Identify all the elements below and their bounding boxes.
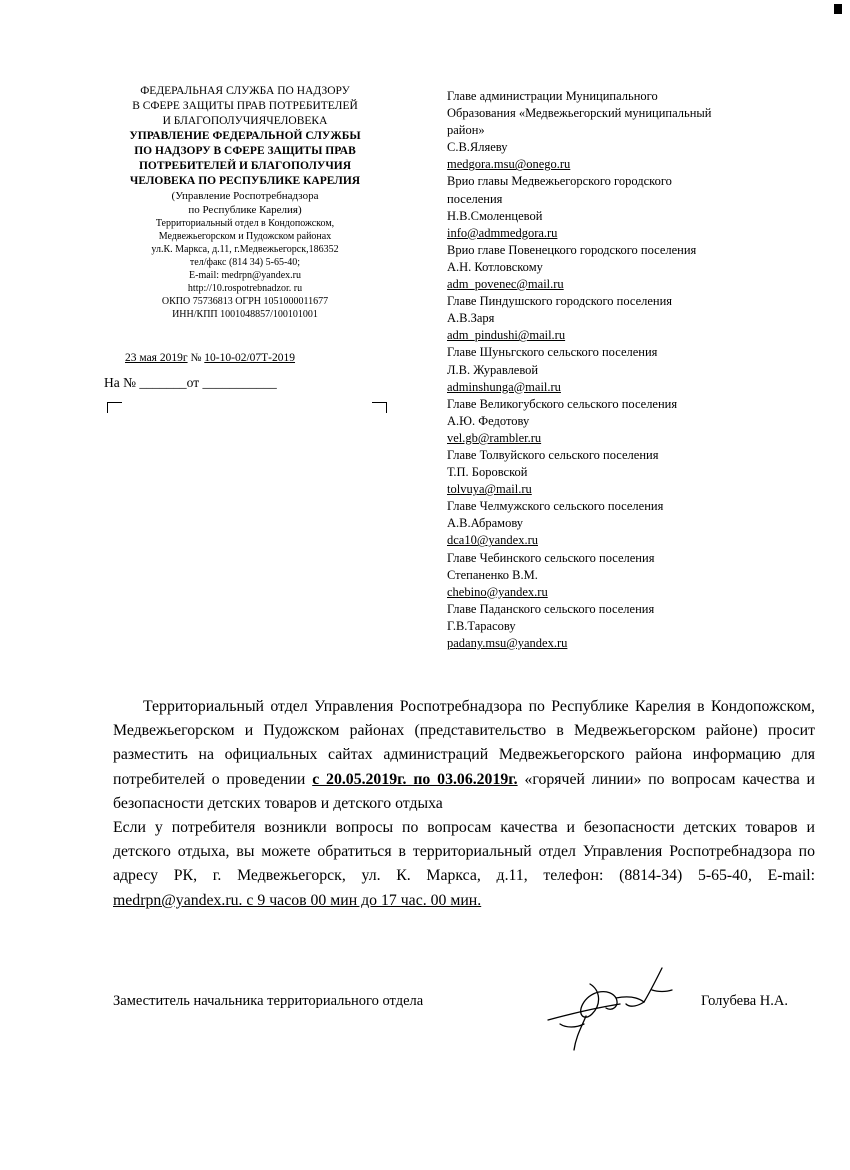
recipient-line: Г.В.Тарасову: [447, 618, 516, 633]
recipient-line: Образования «Медвежьегорский муниципальный: [447, 106, 712, 121]
recipient-email: medgora.msu@onego.ru: [447, 157, 571, 172]
recipient-line: А.В.Абрамову: [447, 516, 524, 531]
number-label: №: [190, 352, 202, 364]
recipient-line: Врио главы Медвежьегорского городского: [447, 174, 672, 189]
handwritten-signature: [540, 962, 680, 1057]
paragraph-request: Территориальный отдел Управления Роспотребнадзора по Республике Карелия в Кондопожском, Медвежьегорском и Пудожском районах (представительство в Медвежьегорском районе) просит разместить на официальных сайтах администраций Медвежьегорского района информацию для потребителей о проведении с 20.05.2019г. по 03.06.2019г. «горячей линии» по вопросам качества и безопасности детских товаров и детского отдыха: [113, 698, 816, 812]
department-short-name: (Управление Роспотребнадзора по Республике Карелия): [171, 190, 319, 216]
scan-mark: [834, 4, 842, 14]
signatory-name: Голубева Н.А.: [701, 993, 788, 1009]
recipient-line: Главе Паданского сельского поселения: [447, 601, 655, 616]
letter-body: [113, 695, 815, 913]
recipient-line: Л.В. Журавлевой: [447, 362, 539, 377]
registration-line: [125, 352, 295, 364]
recipient-line: А.В.Заря: [447, 311, 495, 326]
recipient-email: info@admmedgora.ru: [447, 225, 558, 240]
recipient-email: adm_pindushi@mail.ru: [447, 328, 566, 343]
recipient-line: Степаненко В.М.: [447, 567, 538, 582]
office-details: Территориальный отдел в Кондопожском, Медвежьегорском и Пудожском районах ул.К. Маркса, д.11, г.Медвежьегорск,186352 тел/факс (814 34) 5-65-40; E-mail: medrpn@yandex.ru http://10.rospotrebnadzor. ru ОКПО 75736813 ОГРН 1051000011677 ИНН/КПП 1001048857/100101001: [95, 217, 395, 321]
recipient-line: Н.В.Смоленцевой: [447, 208, 543, 223]
recipient-line: Врио главе Повенецкого городского поселения: [447, 242, 697, 257]
recipient-line: А.Н. Котловскому: [447, 259, 543, 274]
recipient-line: А.Ю. Федотову: [447, 413, 530, 428]
recipients-list: [447, 88, 787, 652]
hotline-dates: с 20.05.2019г. по 03.06.2019г.: [312, 770, 518, 788]
recipient-email: chebino@yandex.ru: [447, 584, 548, 599]
registration-number-suffix: 2019: [272, 352, 296, 364]
address-corner-right: [372, 402, 387, 413]
recipient-email: adm_povenec@mail.ru: [447, 277, 564, 292]
recipient-email: padany.msu@yandex.ru: [447, 636, 568, 650]
recipient-line: Главе Чебинского сельского поселения: [447, 550, 655, 565]
recipient-email: vel.gb@rambler.ru: [447, 430, 542, 445]
registration-number: 10-10-02/07Т-: [204, 352, 273, 364]
recipient-line: Главе Толвуйского сельского поселения: [447, 447, 659, 462]
paragraph-contact: Если у потребителя возникли вопросы по вопросам качества и безопасности детских товаров и детского отдыха, вы можете обратиться в территориальный отдел Управления Роспотребнадзора по адресу РК, г. Медвежьегорск, ул. К. Маркса, д.11, телефон: (8814-34) 5-65-40, E-mail: medrpn@yandex.ru. с 9 часов 00 мин до 17 час. 00 мин.: [113, 819, 815, 909]
recipient-line: Т.П. Боровской: [447, 465, 528, 480]
recipient-line: Главе Великогубского сельского поселения: [447, 396, 678, 411]
office-website: http://10.rospotrebnadzor. ru: [187, 283, 303, 294]
recipient-email: tolvuya@mail.ru: [447, 482, 532, 497]
department-name: УПРАВЛЕНИЕ ФЕДЕРАЛЬНОЙ СЛУЖБЫ ПО НАДЗОРУ В СФЕРЕ ЗАЩИТЫ ПРАВ ПОТРЕБИТЕЛЕЙ И БЛАГОПОЛУЧИЯ ЧЕЛОВЕКА ПО РЕСПУБЛИКЕ КАРЕЛИЯ: [129, 130, 361, 187]
contact-email-hours: medrpn@yandex.ru. с 9 часов 00 мин до 17 час. 00 мин.: [113, 891, 482, 909]
recipient-line: Главе Челмужского сельского поселения: [447, 499, 664, 514]
sender-block: [95, 84, 395, 321]
agency-name: ФЕДЕРАЛЬНАЯ СЛУЖБА ПО НАДЗОРУ В СФЕРЕ ЗАЩИТЫ ПРАВ ПОТРЕБИТЕЛЕЙ И БЛАГОПОЛУЧИЯЧЕЛОВЕКА: [132, 85, 358, 127]
address-corner-left: [107, 402, 122, 413]
recipient-line: поселения: [447, 191, 503, 206]
recipient-line: Главе Пиндушского городского поселения: [447, 294, 673, 309]
signatory-title: Заместитель начальника территориального отдела: [113, 993, 424, 1009]
reference-line: На № _______от ___________: [104, 375, 277, 390]
office-email: E-mail: medrpn@yandex.ru: [189, 270, 301, 281]
recipient-email: adminshunga@mail.ru: [447, 379, 561, 394]
registration-date: 23 мая 2019г: [125, 352, 188, 364]
recipient-line: С.В.Яляеву: [447, 140, 508, 155]
recipient-line: Главе администрации Муниципального: [447, 89, 658, 103]
recipient-line: Главе Шуньгского сельского поселения: [447, 345, 658, 360]
recipient-line: район»: [447, 123, 485, 138]
recipient-email: dca10@yandex.ru: [447, 533, 538, 548]
